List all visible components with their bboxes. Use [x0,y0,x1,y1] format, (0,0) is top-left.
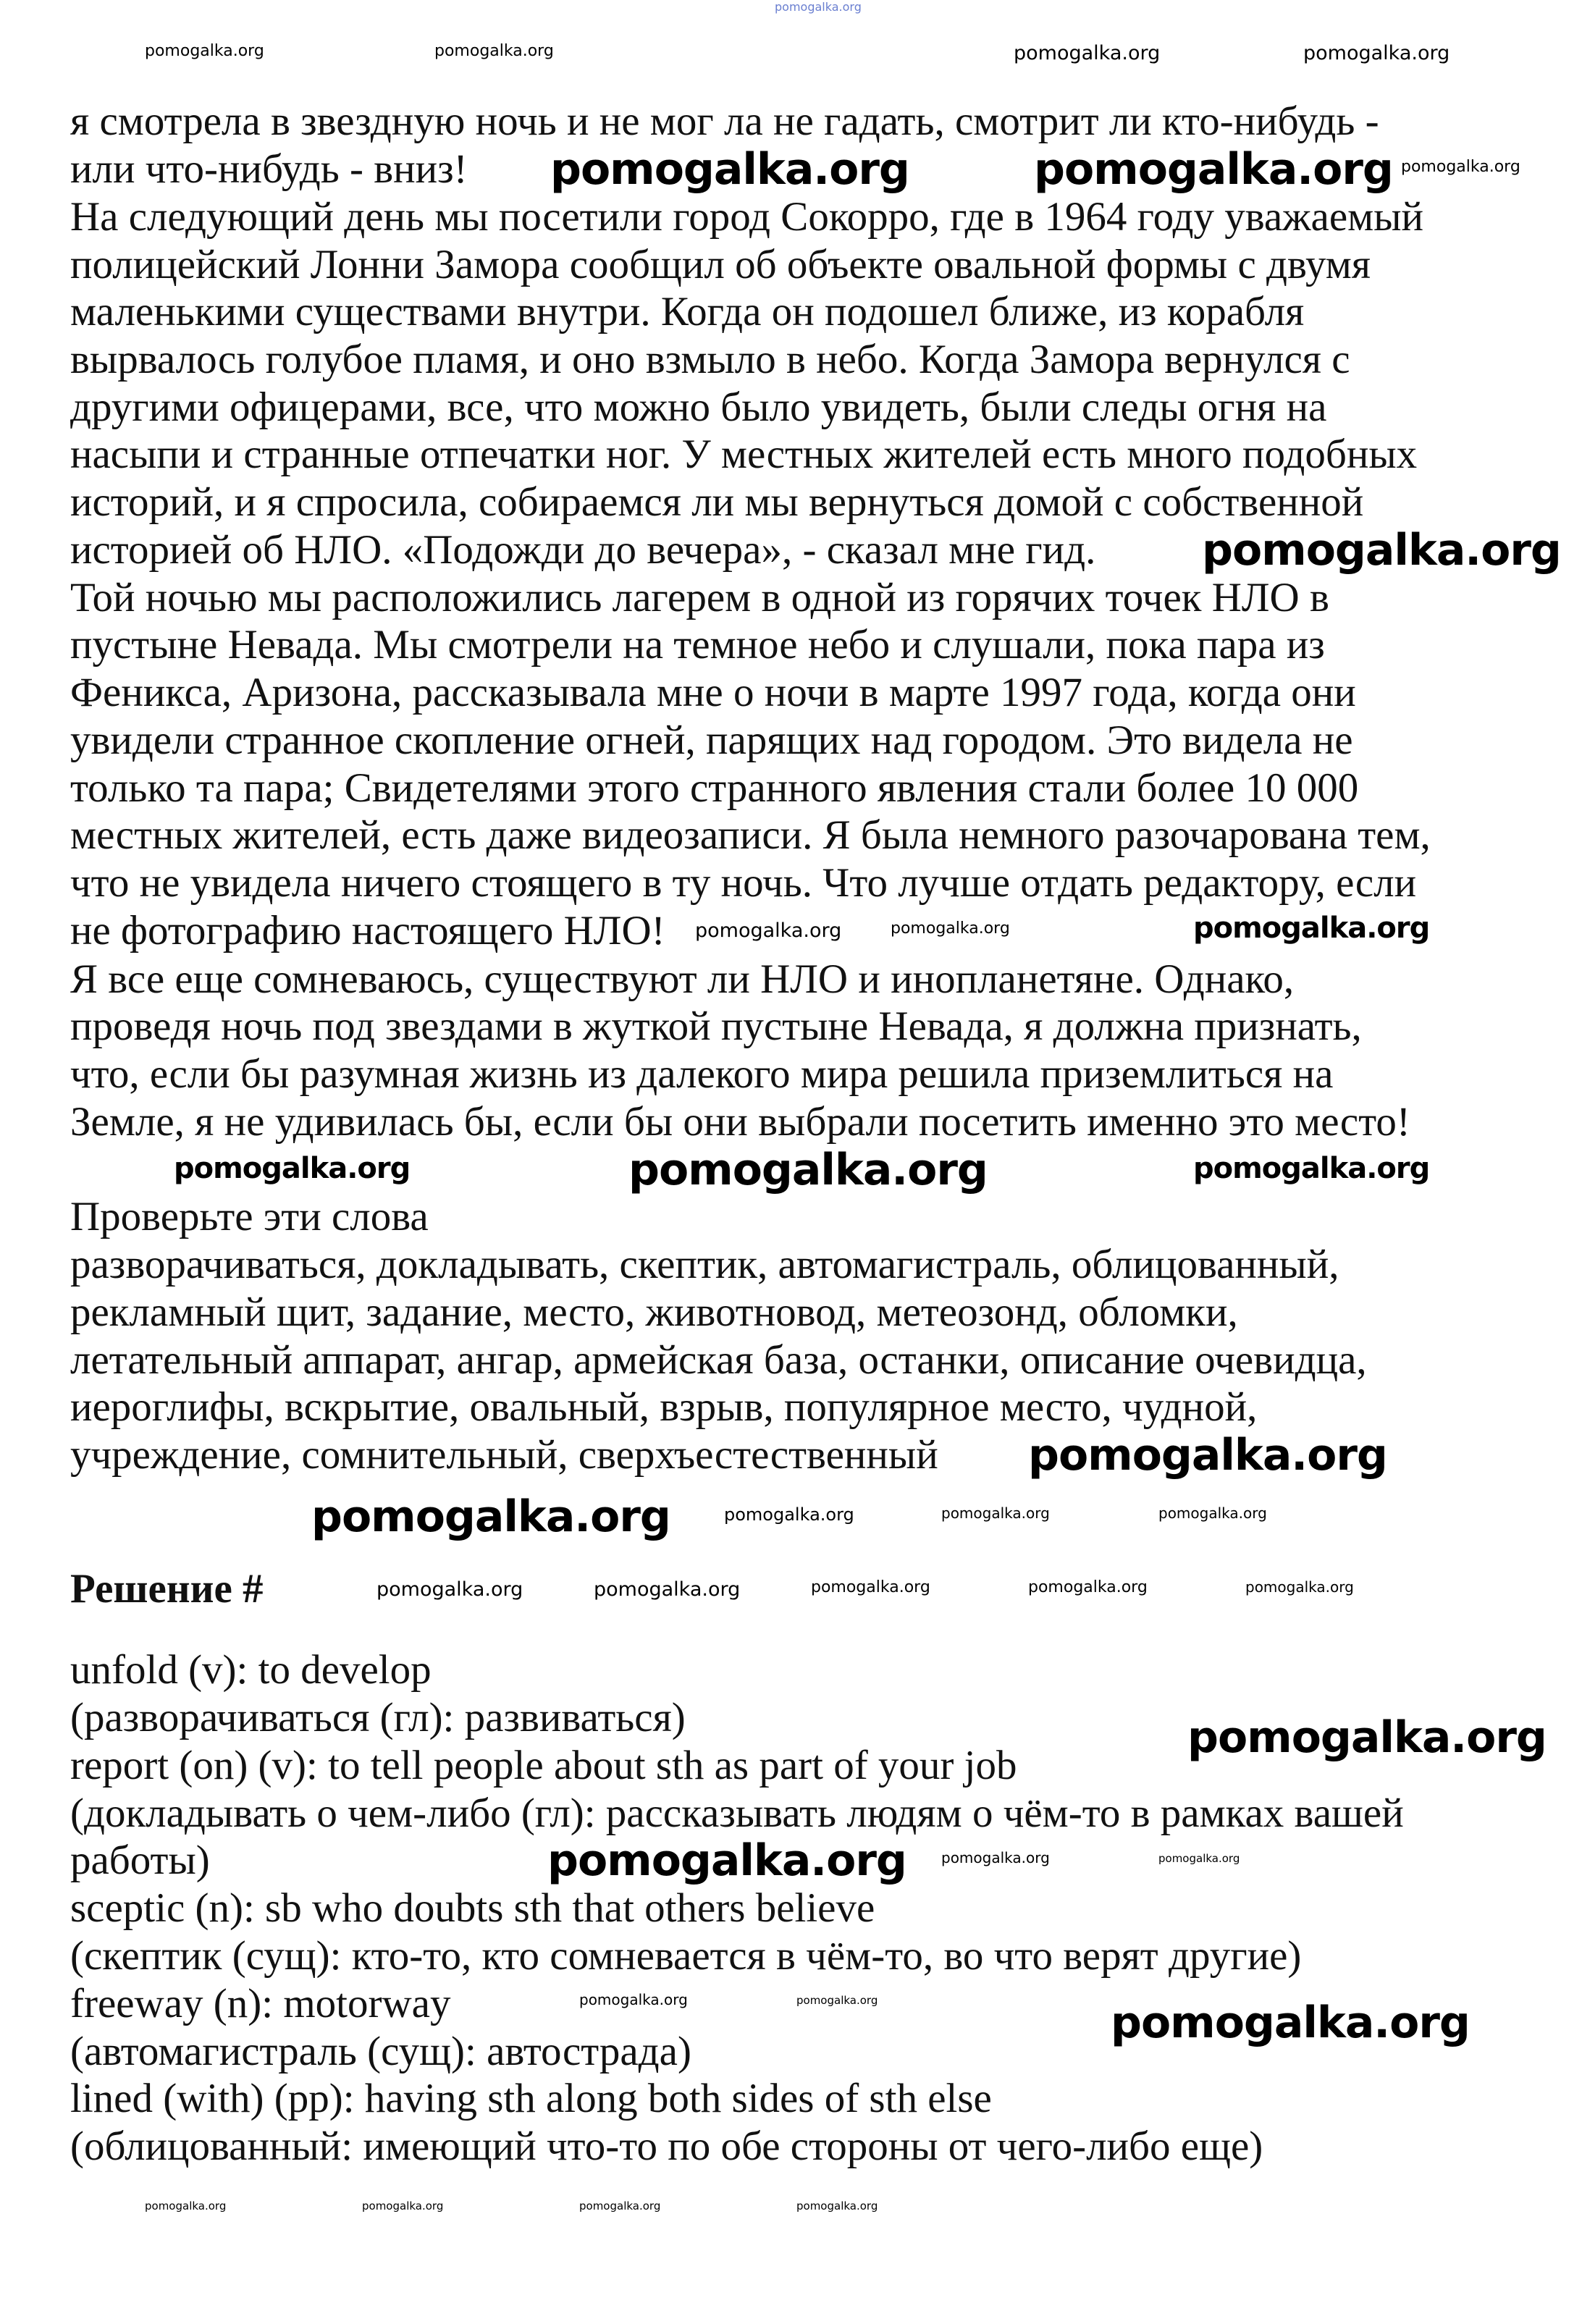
watermark: pomogalka.org [1158,1852,1240,1865]
story-line: только та пара; Свидетелями этого странного явления стали более 10 000 [70,765,1359,811]
watermark: pomogalka.org [174,1152,411,1185]
watermark: pomogalka.org [1401,158,1520,176]
watermark: pomogalka.org [1193,912,1430,945]
story-line: насыпи и странные отпечатки ног. У местных жителей есть много подобных [70,431,1418,477]
watermark: pomogalka.org [1014,42,1161,64]
watermark: pomogalka.org [311,1491,670,1542]
watermark: pomogalka.org [376,1578,523,1601]
watermark: pomogalka.org [796,2199,878,2213]
watermark: pomogalka.org [1028,1430,1387,1481]
watermark: pomogalka.org [1034,144,1393,195]
watermark: pomogalka.org [796,1994,878,2007]
check-words-title: Проверьте эти слова [70,1194,429,1239]
solution-line: (докладывать о чем-либо (гл): рассказывать людям о чём-то в рамках вашей [70,1790,1404,1836]
watermark: pomogalka.org [811,1578,930,1596]
story-line: историй, и я спросила, собираемся ли мы вернуться домой с собственной [70,479,1364,525]
story-line: проведя ночь под звездами в жуткой пустыне Невада, я должна признать, [70,1003,1362,1049]
check-words-line: разворачиваться, докладывать, скептик, автомагистраль, облицованный, [70,1242,1339,1287]
watermark: pomogalka.org [1193,1152,1430,1185]
watermark: pomogalka.org [628,1145,988,1195]
watermark: pomogalka.org [1028,1578,1148,1596]
solution-line: lined (with) (pp): having sth along both sides of sth else [70,2076,992,2121]
story-line: вырвалось голубое пламя, и оно взмыло в небо. Когда Замора вернулся с [70,337,1350,382]
watermark: pomogalka.org [1303,42,1450,64]
solution-line: report (on) (v): to tell people about sth as part of your job [70,1743,1017,1788]
solution-heading: Решение # [70,1566,264,1612]
story-line: не фотографию настоящего НЛО! [70,908,665,953]
story-line: местных жителей, есть даже видеозаписи. Я была немного разочарована тем, [70,812,1431,858]
check-words-line: летательный аппарат, ангар, армейская база, останки, описание очевидца, [70,1337,1367,1383]
watermark: pomogalka.org [594,1578,741,1601]
story-line: полицейский Лонни Замора сообщил об объекте овальной формы с двумя [70,242,1371,287]
solution-line: (автомагистраль (сущ): автострада) [70,2029,691,2074]
watermark: pomogalka.org [547,1835,906,1886]
story-line: или что-нибудь - вниз! [70,146,468,192]
watermark: pomogalka.org [891,919,1010,938]
story-line: Той ночью мы расположились лагерем в одной из горячих точек НЛО в [70,575,1329,620]
watermark: pomogalka.org [362,2199,444,2213]
solution-line: freeway (n): motorway [70,1981,451,2026]
solution-line: unfold (v): to develop [70,1647,432,1693]
watermark: pomogalka.org [1111,1997,1470,2048]
story-line: Земле, я не удивилась бы, если бы они выбрали посетить именно это место! [70,1099,1410,1145]
story-line: маленькими существами внутри. Когда он подошел ближе, из корабля [70,289,1305,334]
watermark: pomogalka.org [1245,1578,1354,1596]
check-words-line: учреждение, сомнительный, сверхъестественный [70,1432,938,1478]
story-line: увидели странное скопление огней, парящих над городом. Это видела не [70,717,1353,763]
watermark: pomogalka.org [145,2199,227,2213]
watermark-top: pomogalka.org [775,0,862,14]
check-words-line: рекламный щит, задание, место, животновод, метеозонд, обломки, [70,1289,1238,1335]
story-line: Я все еще сомневаюсь, существуют ли НЛО и инопланетяне. Однако, [70,956,1295,1002]
watermark: pomogalka.org [941,1849,1050,1866]
watermark: pomogalka.org [579,2199,661,2213]
watermark: pomogalka.org [695,919,842,942]
watermark: pomogalka.org [941,1504,1050,1522]
story-line: другими офицерами, все, что можно было увидеть, были следы огня на [70,384,1327,430]
story-line: историей об НЛО. «Подожди до вечера», - сказал мне гид. [70,527,1096,573]
solution-line: (скептик (сущ): кто-то, кто сомневается в чём-то, во что верят другие) [70,1933,1302,1979]
watermark: pomogalka.org [579,1991,688,2008]
story-line: пустыне Невада. Мы смотрели на темное небо и слушали, пока пара из [70,622,1325,668]
watermark: pomogalka.org [1158,1504,1267,1522]
watermark: pomogalka.org [550,144,909,195]
watermark: pomogalka.org [1187,1712,1547,1763]
watermark: pomogalka.org [724,1504,854,1525]
watermark: pomogalka.org [145,42,264,60]
story-line: что, если бы разумная жизнь из далекого мира решила приземлиться на [70,1051,1334,1097]
story-line: я смотрела в звездную ночь и не мог ла не гадать, смотрит ли кто-нибудь - [70,98,1379,144]
watermark: pomogalka.org [1202,525,1561,576]
check-words-line: иероглифы, вскрытие, овальный, взрыв, популярное место, чудной, [70,1384,1258,1430]
story-line: что не увидела ничего стоящего в ту ночь. Что лучше отдать редактору, если [70,860,1417,906]
solution-line: (разворачиваться (гл): развиваться) [70,1695,686,1740]
solution-line: (облицованный: имеющий что-то по обе стороны от чего-либо еще) [70,2123,1263,2169]
story-line: На следующий день мы посетили город Сокорро, где в 1964 году уважаемый [70,194,1424,240]
solution-line: sceptic (n): sb who doubts sth that others believe [70,1885,875,1931]
watermark: pomogalka.org [434,42,554,60]
story-line: Феникса, Аризона, рассказывала мне о ночи в марте 1997 года, когда они [70,670,1356,715]
solution-line: работы) [70,1837,210,1883]
